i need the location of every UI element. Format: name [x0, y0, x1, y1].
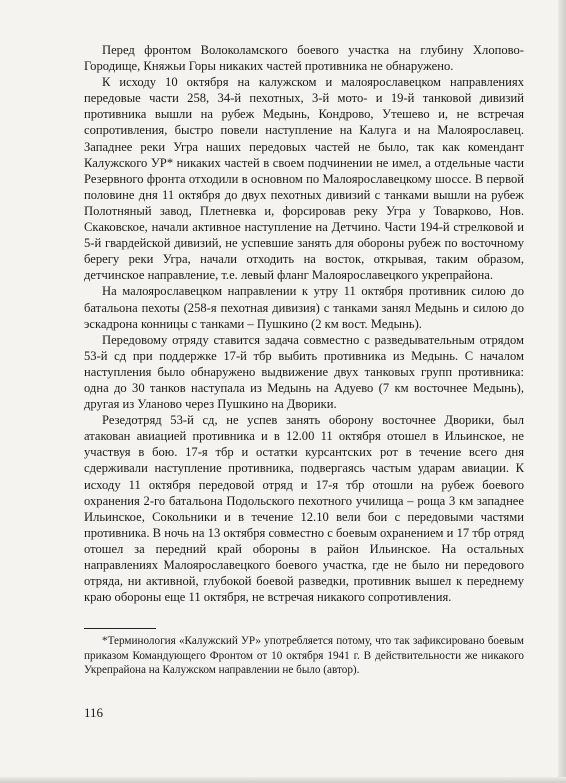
footnote-separator	[84, 628, 156, 629]
page-number: 116	[84, 705, 104, 720]
footnote: *Терминология «Калужский УР» употребляется потому, что так зафиксировано боевым приказом Командующего Фронтом от 10 октября 1941 г. В действительности же никакого Укрепрайона на Калужском направлении не было (автор).	[84, 635, 524, 677]
scan-edge-right	[558, 0, 566, 783]
paragraph-1: Перед фронтом Волоколамского боевого участка на глубину Хлопово-Городище, Княжьи Горы никаких частей противника не обнаружено.	[84, 43, 524, 74]
paragraph-5: Резедотряд 53-й сд, не успев занять оборону восточнее Дворики, был атакован авиацией противника и в 12.00 11 октября отошел в Ильинское, не участвуя в бою. 17-я тбр и остатки курсантских рот в течение всего дня сдерживали наступление противника, подвергаясь частым ударам авиации. К исходу 11 октября передовой отряд и 17-я тбр отошли на рубеж боевого охранения 2-го батальона Подольского пехотного училища – роща 3 км западнее Ильинское, Сокольники и в течение 12.10 вели бои с передовыми частями противника. В ночь на 13 октября совместно с боевым охранением и 17 тбр отряд отошел за передний край обороны в район Ильинское. На остальных направлениях Малоярославецкого боевого участка, где не было ни передового отряда, ни активной, глубокой боевой разведки, противник вышел к переднему краю обороны еще 11 октября, не встречая никакого сопротивления.	[84, 413, 524, 605]
paragraph-2: К исходу 10 октября на калужском и малоярославецком направлениях передовые части 258, 34-й пехотных, 3-й мото- и 19-й танковой дивизий противника вышли на рубеж Медынь, Кондрово, Утешево и, не встречая сопротивления, быстро повели наступление на Калуга и на Малоярославец. Западнее реки Угра наших передовых частей не было, так как комендант Калужского УР* никаких частей в своем подчинении не имел, а отдельные части Резервного фронта отходили в основном по Малоярославецкому шоссе. В первой половине дня 11 октября до двух пехотных дивизий с танками вышли на рубеж Полотняный завод, Плетневка и, форсировав реку Угра у Товарково, Нов. Скаковское, начали активное наступление на Детчино. Части 194-й стрелковой и 5-й гвардейской дивизий, не успевшие занять для обороны рубеж по восточному берегу реки Угра, начали отходить на восток, открывая, таким образом, детчинское направление, т.е. левый фланг Малоярославецкого укрепрайона.	[84, 75, 524, 283]
scan-edge-bottom	[0, 777, 566, 783]
paragraph-3: На малоярославецком направлении к утру 11 октября противник силою до батальона пехоты (258-я пехотная дивизия) с танками занял Медынь и силою до эскадрона конницы с танками – Пушкино (2 км вост. Медынь).	[84, 284, 524, 331]
main-text	[84, 42, 524, 605]
paragraph-4: Передовому отряду ставится задача совместно с разведывательным отрядом 53-й сд при поддержке 17-й тбр выбить противника из Медынь. С началом наступления было обнаружено выдвижение двух танковых групп противника: одна до 30 танков наступала из Медынь на Адуево (7 км восточнее Медынь), другая из Уланово через Пушкино на Дворики.	[84, 332, 524, 412]
